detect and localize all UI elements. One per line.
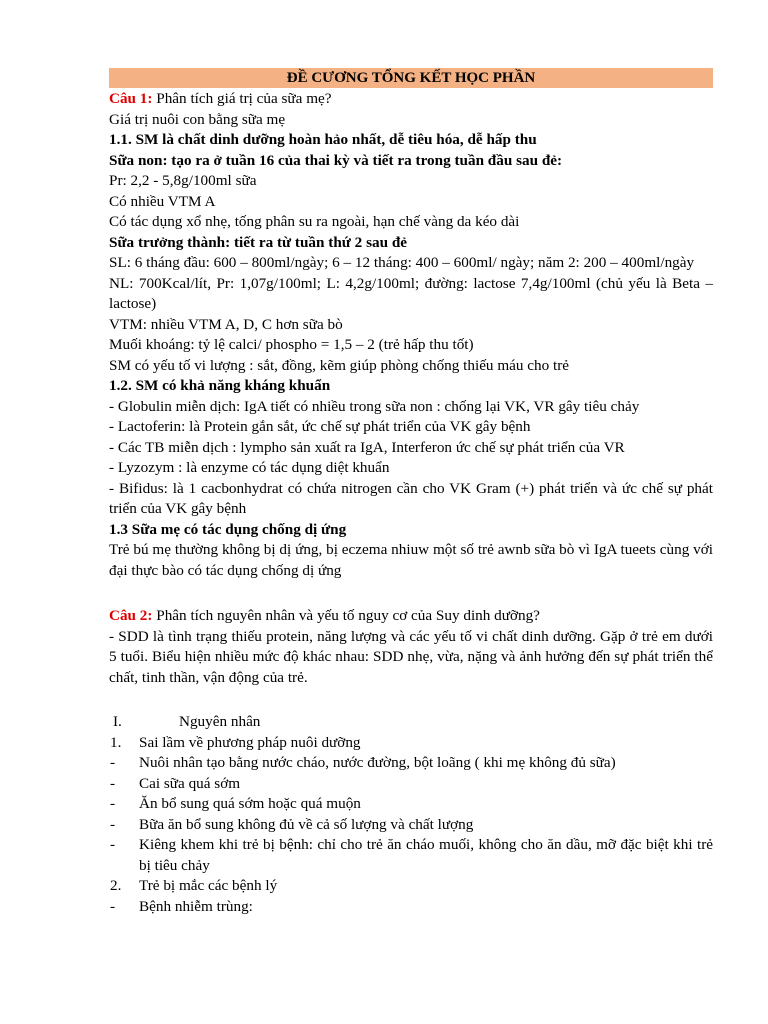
question-2-heading	[109, 606, 713, 627]
paragraph: - Globulin miễn dịch: IgA tiết có nhiều trong sữa non : chống lại VK, VR gây tiêu chảy	[109, 397, 640, 415]
list-marker: -	[110, 836, 116, 853]
paragraph: NL: 700Kcal/lít, Pr: 1,07g/100ml; L: 4,2g/100ml; đường: lactose 7,4g/100ml (chủ yếu là Beta – lactose)	[109, 274, 713, 312]
paragraph: Trẻ bú mẹ thường không bị dị ứng, bị eczema nhiuw một số trẻ awnb sữa bò vì IgA tueets cùng với đại thực bào có tác dụng chống dị ứng	[109, 541, 713, 579]
list-item	[109, 897, 713, 918]
paragraph: - SDD là tình trạng thiếu protein, năng lượng và các yếu tố vi chất dinh dưỡng. Gặp ở trẻ em dưới 5 tuổi. Biểu hiện nhiều mức độ khác nhau: SDD nhẹ, vừa, nặng và ảnh hưởng đến sự phát triển thể chất, tinh thần, vận động của trẻ.	[109, 627, 713, 686]
question-1-heading	[109, 89, 713, 110]
paragraph: SM có yếu tố vi lượng : sắt, đồng, kẽm giúp phòng chống thiếu máu cho trẻ	[109, 356, 570, 374]
list-item	[109, 815, 713, 836]
paragraph: SL: 6 tháng đầu: 600 – 800ml/ngày; 6 – 12 tháng: 400 – 600ml/ ngày; năm 2: 200 – 400ml/ngày	[109, 254, 695, 271]
document-body	[109, 89, 713, 917]
list-item-text: Bữa ăn bổ sung không đủ về cả số lượng và chất lượng	[139, 815, 474, 833]
list-marker: I.	[113, 713, 122, 730]
list-item-text: Trẻ bị mắc các bệnh lý	[139, 877, 278, 894]
paragraph: Có nhiều VTM A	[109, 192, 216, 210]
list-item	[109, 876, 713, 897]
list-item-text: Ăn bổ sung quá sớm hoặc quá muộn	[139, 795, 361, 812]
list-item	[109, 774, 713, 795]
list-item	[109, 733, 713, 754]
list-item-text: Kiêng khem khi trẻ bị bệnh: chỉ cho trẻ ăn cháo muối, không cho ăn dầu, mỡ đặc biệt khi trẻ bị tiêu chảy	[139, 836, 713, 874]
paragraph: Muối khoáng: tỷ lệ calci/ phospho = 1,5 – 2 (trẻ hấp thu tốt)	[109, 336, 474, 353]
list-marker: -	[110, 774, 116, 792]
question-text: Phân tích giá trị của sữa mẹ?	[152, 90, 332, 107]
list-item-text: Sai lầm về phương pháp nuôi dưỡng	[139, 733, 361, 751]
paragraph: VTM: nhiều VTM A, D, C hơn sữa bò	[109, 315, 343, 333]
paragraph: Có tác dụng xổ nhẹ, tống phân su ra ngoài, hạn chế vàng da kéo dài	[109, 213, 520, 230]
spacer	[109, 581, 713, 601]
subheading: Sữa non: tạo ra ở tuần 16 của thai kỳ và tiết ra trong tuần đầu sau đẻ:	[109, 151, 563, 169]
question-text: Phân tích nguyên nhân và yếu tố nguy cơ của Suy dinh dưỡng?	[152, 607, 540, 624]
subheading: 1.3 Sữa mẹ có tác dụng chống dị ứng	[109, 520, 347, 538]
document-title: ĐỀ CƯƠNG TỔNG KẾT HỌC PHẦN	[109, 68, 713, 88]
list-marker: 2.	[110, 877, 122, 894]
question-label: Câu 1:	[109, 90, 153, 107]
list-marker: 1.	[110, 733, 122, 751]
subheading: 1.1. SM là chất dinh dưỡng hoàn hảo nhất, dễ tiêu hóa, dễ hấp thu	[109, 131, 537, 148]
question-label: Câu 2:	[109, 607, 153, 624]
subheading: Sữa trưởng thành: tiết ra từ tuần thứ 2 sau đẻ	[109, 233, 408, 251]
paragraph: - Lactoferin: là Protein gắn sắt, ức chế sự phát triển của VK gây bệnh	[109, 418, 531, 435]
list-item-text: Bệnh nhiễm trùng:	[139, 897, 253, 915]
paragraph: - Lyzozym : là enzyme có tác dụng diệt khuẩn	[109, 459, 390, 476]
paragraph: - Bifidus: là 1 cacbonhydrat có chứa nitrogen cần cho VK Gram (+) phát triển và ức chế sự phát triển của VK gây bệnh	[109, 479, 713, 517]
list-item-text: Nuôi nhân tạo bằng nước cháo, nước đường, bột loãng ( khi mẹ không đủ sữa)	[139, 754, 616, 771]
spacer	[109, 688, 713, 708]
list-item	[109, 794, 713, 815]
list-item	[109, 753, 713, 774]
section-title: Nguyên nhân	[179, 713, 261, 730]
paragraph: Giá trị nuôi con bằng sữa mẹ	[109, 110, 286, 128]
list-marker: -	[110, 897, 116, 915]
list-item	[109, 835, 713, 876]
paragraph: - Các TB miễn dịch : lympho sản xuất ra IgA, Interferon ức chế sự phát triển của VR	[109, 438, 625, 456]
list-marker: -	[110, 815, 116, 833]
list-marker: -	[110, 795, 116, 812]
list-item-text: Cai sữa quá sớm	[139, 774, 241, 792]
section-heading	[109, 712, 713, 733]
paragraph: Pr: 2,2 - 5,8g/100ml sữa	[109, 172, 257, 189]
list-marker: -	[110, 754, 116, 771]
subheading: 1.2. SM có khả năng kháng khuẩn	[109, 377, 331, 394]
